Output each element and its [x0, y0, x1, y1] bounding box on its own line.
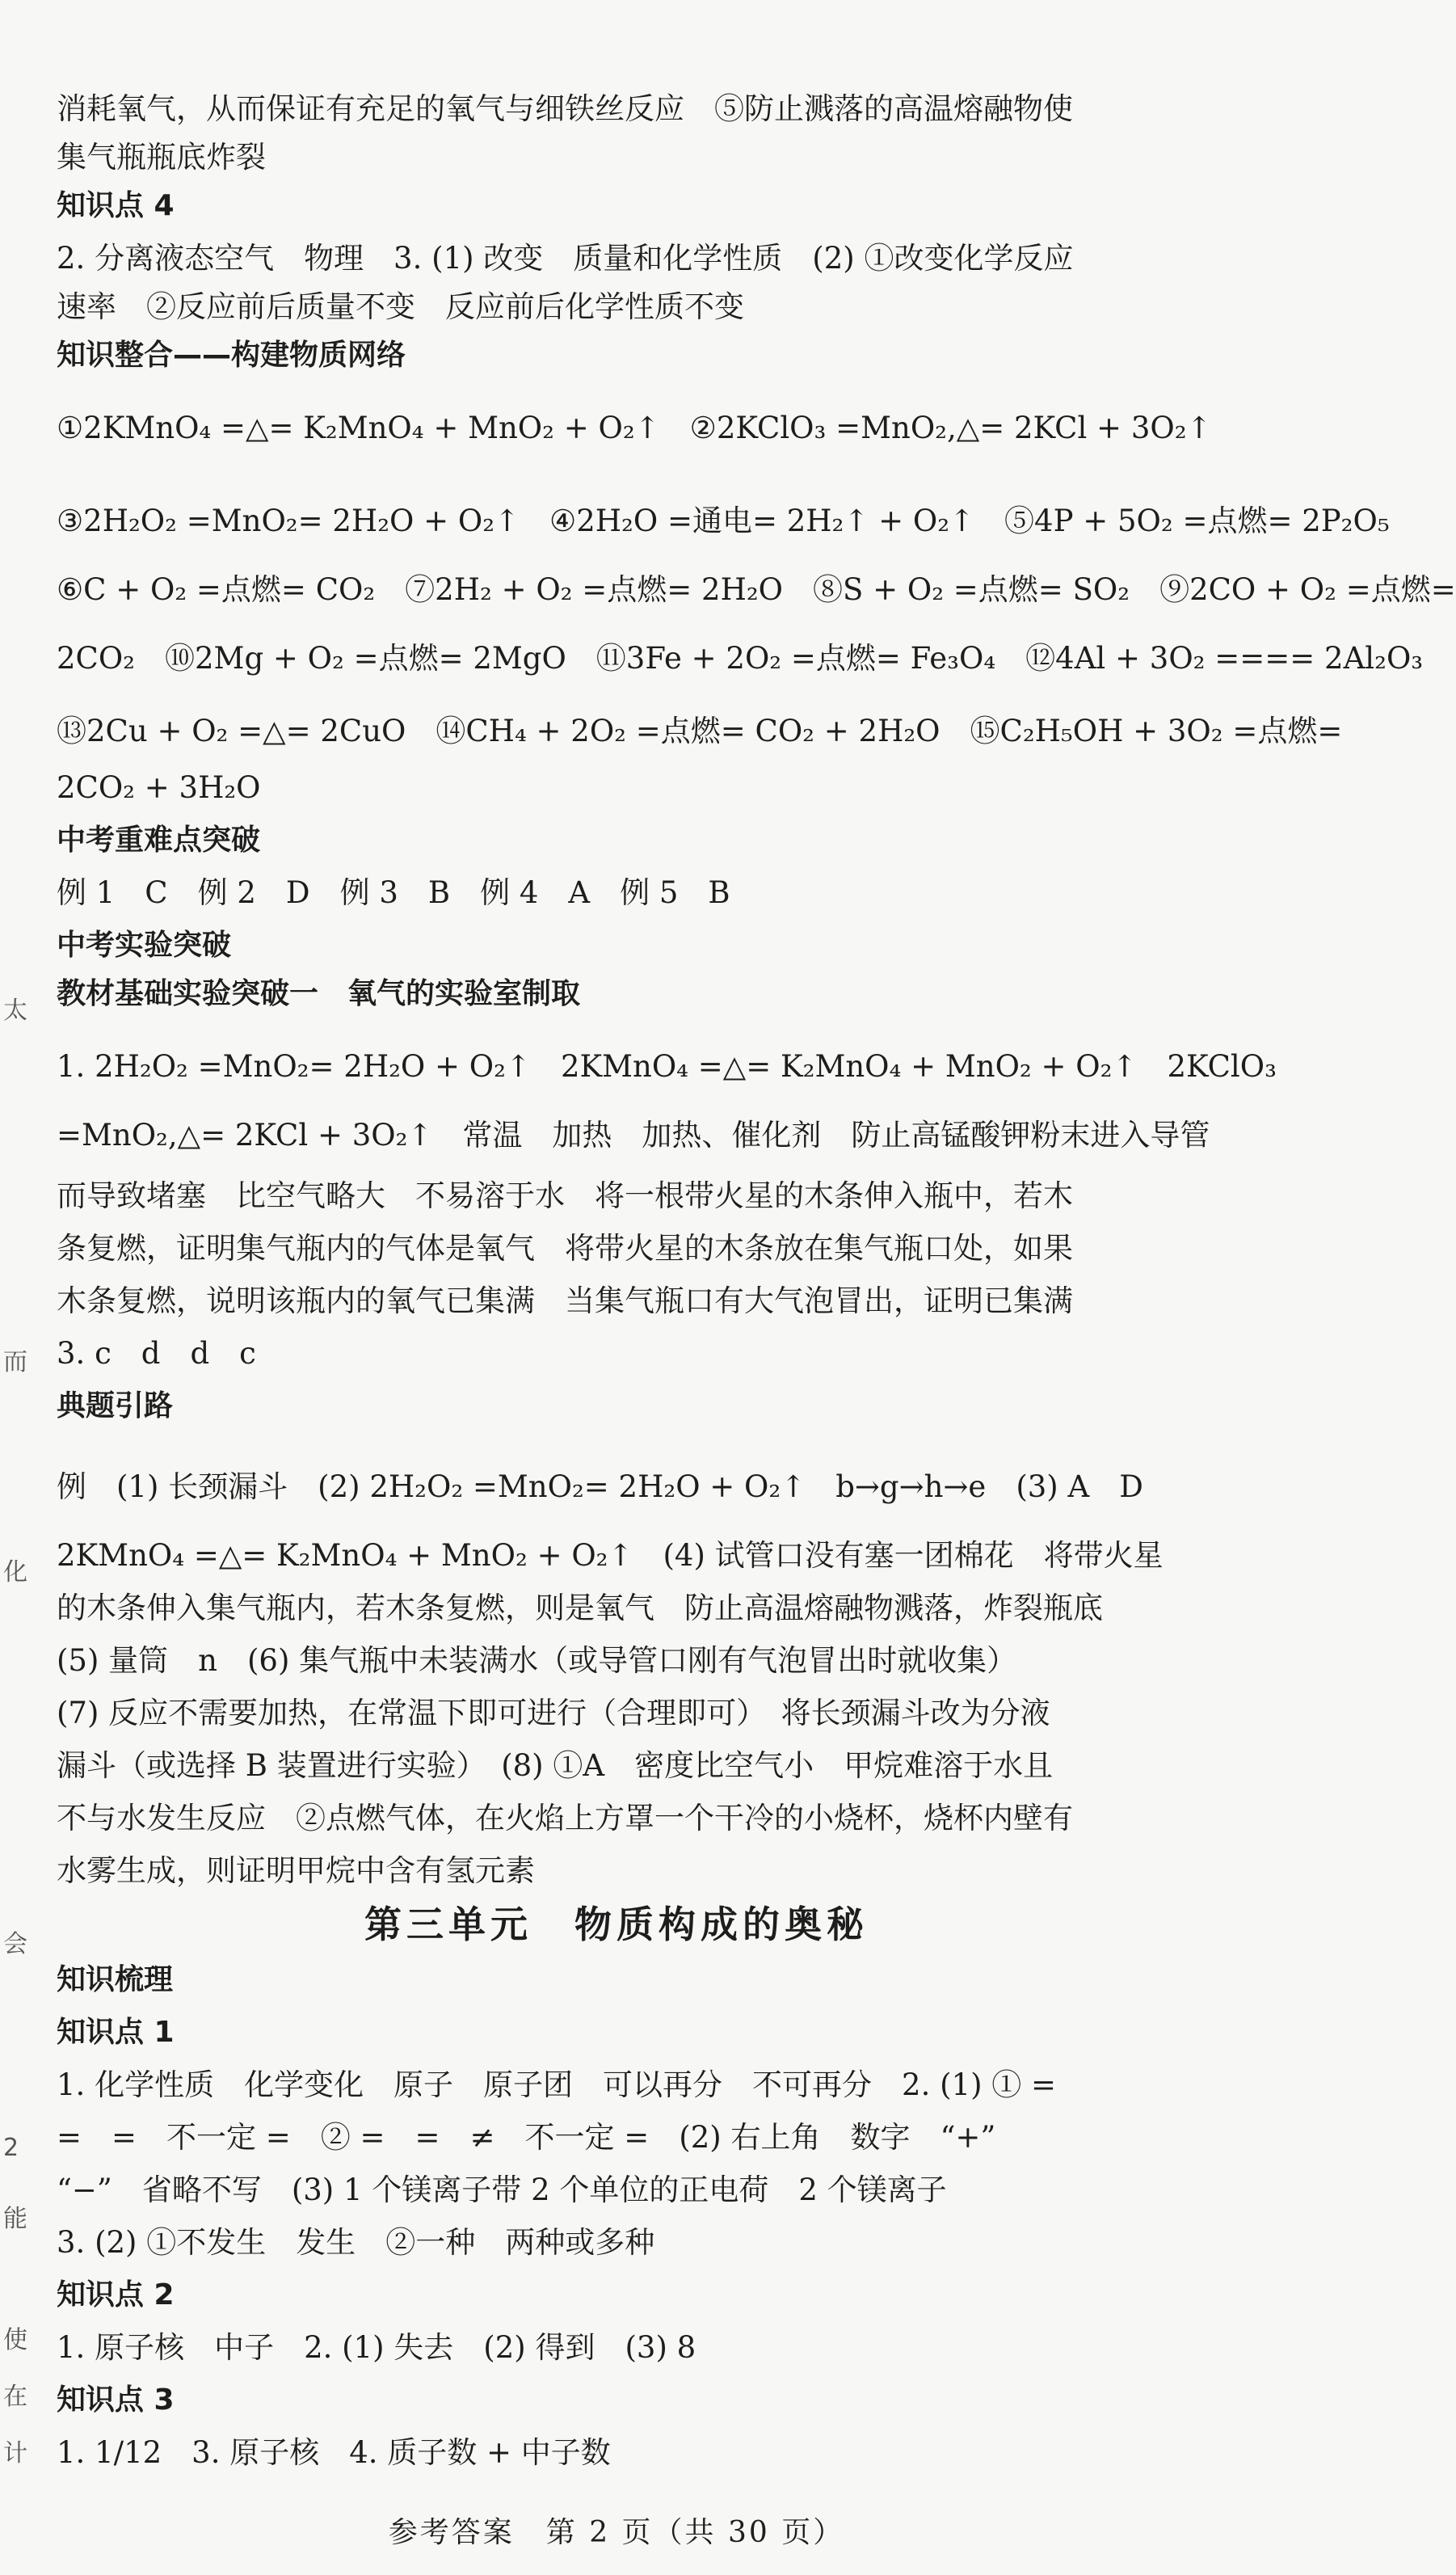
- section-heading: 中考实验突破: [57, 929, 232, 962]
- page-footer: 参考答案 第 2 页（共 30 页）: [388, 2516, 845, 2549]
- margin-glyph: 能: [3, 2205, 27, 2233]
- text-line: (5) 量筒 n (6) 集气瓶中未装满水（或导管口刚有气泡冒出时就收集）: [57, 1643, 1017, 1678]
- text-line: 不与水发生反应 ②点燃气体，在火焰上方罩一个干冷的小烧杯，烧杯内壁有: [57, 1801, 1073, 1835]
- text-line: 3. (2) ①不发生 发生 ②一种 两种或多种: [57, 2225, 655, 2260]
- equation-line: 2CO₂ ⑩2Mg + O₂ =点燃= 2MgO ⑪3Fe + 2O₂ =点燃= Fe₃O₄ ⑫4Al + 3O₂ ==== 2Al₂O₃: [57, 641, 1424, 676]
- equation-line: =MnO₂,△= 2KCl + 3O₂↑ 常温 加热 加热、催化剂 防止高锰酸钾粉末进入导管: [57, 1118, 1210, 1153]
- text-line: 消耗氧气，从而保证有充足的氧气与细铁丝反应 ⑤防止溅落的高温熔融物使: [57, 91, 1073, 126]
- equation-line: ⑬2Cu + O₂ =△= 2CuO ⑭CH₄ + 2O₂ =点燃= CO₂ + 2H₂O ⑮C₂H₅OH + 3O₂ =点燃=: [57, 714, 1343, 748]
- unit-title: 第三单元 物质构成的奥秘: [364, 1903, 869, 1946]
- margin-glyph: 在: [3, 2383, 27, 2411]
- section-heading: 中考重难点突破: [57, 824, 261, 857]
- equation-line: ⑥C + O₂ =点燃= CO₂ ⑦2H₂ + O₂ =点燃= 2H₂O ⑧S + O₂ =点燃= SO₂ ⑨2CO + O₂ =点燃=: [57, 572, 1456, 607]
- section-heading: 知识点 2: [57, 2278, 175, 2312]
- margin-glyph: 化: [3, 1558, 27, 1587]
- text-line: “−” 省略不写 (3) 1 个镁离子带 2 个单位的正电荷 2 个镁离子: [57, 2173, 947, 2207]
- text-line: = = 不一定 = ② = = ≠ 不一定 = (2) 右上角 数字 “+”: [57, 2120, 996, 2155]
- text-line: 水雾生成，则证明甲烷中含有氢元素: [57, 1853, 535, 1888]
- equation-line: 2CO₂ + 3H₂O: [57, 770, 261, 805]
- section-heading: 典题引路: [57, 1389, 174, 1422]
- equation-line: 1. 2H₂O₂ =MnO₂= 2H₂O + O₂↑ 2KMnO₄ =△= K₂MnO₄ + MnO₂ + O₂↑ 2KClO₃: [57, 1049, 1277, 1084]
- section-heading: 知识梳理: [57, 1963, 174, 1996]
- text-line: 速率 ②反应前后质量不变 反应前后化学性质不变: [57, 289, 744, 324]
- text-line: 漏斗（或选择 B 装置进行实验） (8) ①A 密度比空气小 甲烷难溶于水且: [57, 1748, 1054, 1783]
- text-line: (7) 反应不需要加热，在常温下即可进行（合理即可） 将长颈漏斗改为分液: [57, 1696, 1050, 1730]
- text-line: 集气瓶瓶底炸裂: [57, 140, 266, 175]
- margin-glyph: 而: [3, 1348, 27, 1376]
- text-line: 的木条伸入集气瓶内，若木条复燃，则是氧气 防止高温熔融物溅落，炸裂瓶底: [57, 1591, 1103, 1625]
- text-line: 3. c d d c: [57, 1336, 256, 1371]
- margin-glyph: 太: [3, 997, 27, 1025]
- margin-glyph: 会: [3, 1930, 27, 1958]
- margin-glyph: 使: [3, 2326, 27, 2354]
- equation-line: ③2H₂O₂ =MnO₂= 2H₂O + O₂↑ ④2H₂O =通电= 2H₂↑ + O₂↑ ⑤4P + 5O₂ =点燃= 2P₂O₅: [57, 504, 1390, 538]
- text-line: 例 1 C 例 2 D 例 3 B 例 4 A 例 5 B: [57, 875, 730, 910]
- text-line: 1. 化学性质 化学变化 原子 原子团 可以再分 不可再分 2. (1) ① =: [57, 2067, 1057, 2102]
- text-line: 1. 原子核 中子 2. (1) 失去 (2) 得到 (3) 8: [57, 2330, 696, 2365]
- text-line: 条复燃，证明集气瓶内的气体是氧气 将带火星的木条放在集气瓶口处，如果: [57, 1231, 1073, 1266]
- text-line: 木条复燃，说明该瓶内的氧气已集满 当集气瓶口有大气泡冒出，证明已集满: [57, 1283, 1073, 1318]
- text-line: 1. 1/12 3. 原子核 4. 质子数 + 中子数: [57, 2435, 611, 2470]
- text-line: 而导致堵塞 比空气略大 不易溶于水 将一根带火星的木条伸入瓶中，若木: [57, 1178, 1073, 1213]
- text-line: 2. 分离液态空气 物理 3. (1) 改变 质量和化学性质 (2) ①改变化学反应: [57, 241, 1074, 276]
- section-heading: 知识点 1: [57, 2016, 175, 2049]
- margin-glyph: 2: [3, 2134, 19, 2162]
- equation-line: 例 (1) 长颈漏斗 (2) 2H₂O₂ =MnO₂= 2H₂O + O₂↑ b→g→h→e (3) A D: [57, 1469, 1143, 1504]
- section-heading: 教材基础实验突破一 氧气的实验室制取: [57, 977, 581, 1010]
- section-heading: 知识点 4: [57, 189, 175, 222]
- equation-line: ①2KMnO₄ =△= K₂MnO₄ + MnO₂ + O₂↑ ②2KClO₃ =MnO₂,△= 2KCl + 3O₂↑: [57, 411, 1212, 445]
- section-heading: 知识整合——构建物质网络: [57, 339, 406, 372]
- margin-glyph: 计: [3, 2439, 27, 2468]
- section-heading: 知识点 3: [57, 2383, 175, 2417]
- equation-line: 2KMnO₄ =△= K₂MnO₄ + MnO₂ + O₂↑ (4) 试管口没有塞一团棉花 将带火星: [57, 1538, 1164, 1573]
